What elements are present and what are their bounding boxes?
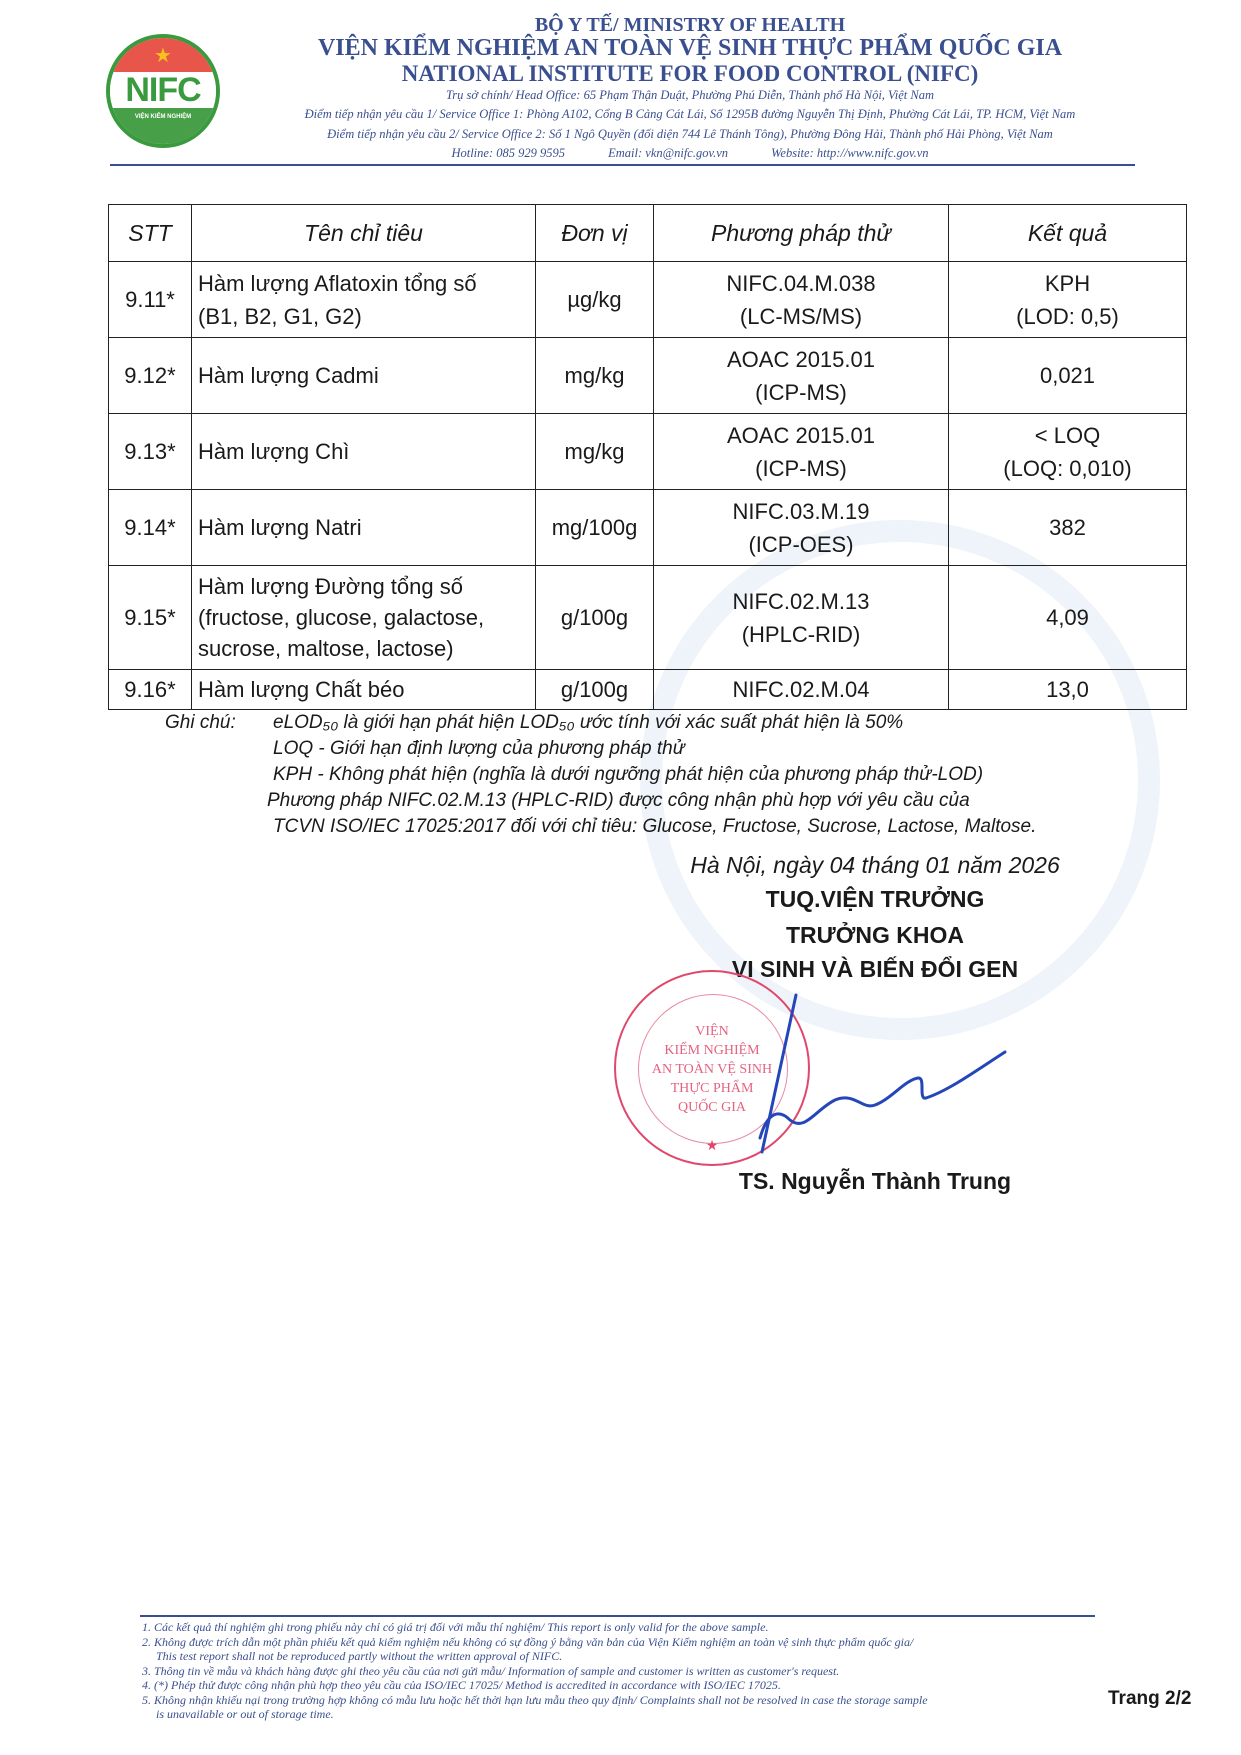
logo-text: NIFC — [110, 72, 216, 108]
table-row — [109, 670, 1187, 710]
table-row — [109, 414, 1187, 490]
table-row — [109, 262, 1187, 338]
cell-result: 13,0 — [949, 670, 1187, 710]
cell-method: NIFC.02.M.04 — [654, 670, 949, 710]
cell-method: NIFC.02.M.13 (HPLC-RID) — [654, 566, 949, 670]
footer-line: 3. Thông tin về mẫu và khách hàng được ghi theo yêu cầu của nơi gửi mẫu/ Information of sample and customer is written as customer's request. — [142, 1663, 840, 1678]
signer-title-1: TUQ.VIỆN TRƯỞNG — [765, 886, 985, 912]
cell-method: NIFC.03.M.19 (ICP-OES) — [654, 490, 949, 566]
stamp-text: VIỆN KIỂM NGHIỆM AN TOÀN VỆ SINH THỰC PHẨM QUỐC GIA — [651, 1024, 773, 1115]
cell-unit: g/100g — [536, 566, 654, 670]
signer-name: TS. Nguyễn Thành Trung — [738, 1168, 1012, 1194]
cell-name: Hàm lượng Chì — [192, 414, 536, 490]
cell-stt: 9.13* — [109, 414, 192, 490]
website: Website: http://www.nifc.gov.vn — [771, 146, 929, 160]
footer-divider — [140, 1615, 1095, 1617]
cell-stt: 9.11* — [109, 262, 192, 338]
cell-result: 382 — [949, 490, 1187, 566]
footer-line: 2. Không được trích dẫn một phần phiếu kết quả kiểm nghiệm nếu không có sự đồng ý bằng văn bản của Viện Kiểm nghiệm an toàn vệ sinh thực phẩm quốc gia/ — [142, 1634, 914, 1649]
cell-result: 0,021 — [949, 338, 1187, 414]
cell-result: 4,09 — [949, 566, 1187, 670]
footer-line: 5. Không nhận khiếu nại trong trường hợp không có mẫu lưu hoặc hết thời hạn lưu mẫu theo quy định/ Complaints shall not be resolved in case the storage sample — [142, 1692, 928, 1707]
note-line: Phương pháp NIFC.02.M.13 (HPLC-RID) được công nhận phù hợp với yêu cầu của — [267, 790, 970, 811]
cell-unit: mg/kg — [536, 338, 654, 414]
column-header-stt: STT — [109, 205, 192, 262]
signer-title-3: VI SINH VÀ BIẾN ĐỔI GEN — [731, 956, 1019, 982]
cell-method: AOAC 2015.01 (ICP-MS) — [654, 338, 949, 414]
logo-subtext: VIỆN KIỂM NGHIỆM — [134, 114, 192, 120]
column-header-unit: Đơn vị — [536, 205, 654, 262]
nifc-logo — [106, 34, 220, 148]
cell-unit: mg/kg — [536, 414, 654, 490]
column-header-result: Kết quả — [949, 205, 1187, 262]
service-office-2-address: Điểm tiếp nhận yêu cầu 2/ Service Office 2: Số 1 Ngô Quyền (đối diện 744 Lê Thánh Tông), Phường Đông Hải, Thành phố Hải Phòng, Việt Nam — [327, 127, 1053, 141]
note-line: TCVN ISO/IEC 17025:2017 đối với chỉ tiêu: Glucose, Fructose, Sucrose, Lactose, Maltose. — [273, 816, 1037, 837]
footer-line: 1. Các kết quả thí nghiệm ghi trong phiếu này chỉ có giá trị đối với mẫu thí nghiệm/ This report is only valid for the above sample. — [142, 1620, 769, 1634]
institute-name-en: NATIONAL INSTITUTE FOR FOOD CONTROL (NIFC) — [401, 61, 979, 86]
signer-title-2: TRƯỞNG KHOA — [786, 922, 964, 948]
cell-name: Hàm lượng Aflatoxin tổng số (B1, B2, G1, G2) — [192, 262, 536, 338]
cell-stt: 9.16* — [109, 670, 192, 710]
cell-unit: mg/100g — [536, 490, 654, 566]
star-icon: ★ — [154, 45, 172, 67]
cell-stt: 9.12* — [109, 338, 192, 414]
cell-name: Hàm lượng Đường tổng số (fructose, glucose, galactose, sucrose, maltose, lactose) — [192, 566, 536, 670]
table-header-row — [109, 205, 1187, 262]
cell-method: AOAC 2015.01 (ICP-MS) — [654, 414, 949, 490]
table-row — [109, 338, 1187, 414]
note-line: LOQ - Giới hạn định lượng của phương pháp thử — [273, 738, 685, 759]
table-row — [109, 566, 1187, 670]
results-table — [108, 204, 1187, 710]
service-office-1-address: Điểm tiếp nhận yêu cầu 1/ Service Office 1: Phòng A102, Cổng B Cảng Cát Lái, Số 1295B đường Nguyễn Thị Định, Phường Cát Lái, TP. HCM, Việt Nam — [304, 107, 1076, 121]
hotline: Hotline: 085 929 9595 — [451, 146, 565, 160]
page-number: Trang 2/2 — [1108, 1688, 1192, 1709]
cell-name: Hàm lượng Cadmi — [192, 338, 536, 414]
column-header-method: Phương pháp thử — [654, 205, 949, 262]
head-office-address: Trụ sở chính/ Head Office: 65 Phạm Thận Duật, Phường Phú Diễn, Thành phố Hà Nội, Việt Nam — [446, 88, 934, 102]
header-divider — [110, 164, 1135, 166]
table-row — [109, 490, 1187, 566]
email: Email: vkn@nifc.gov.vn — [608, 146, 729, 160]
footer-disclaimer — [142, 1620, 1102, 1722]
notes-label: Ghi chú: — [165, 712, 236, 733]
footer-line: is unavailable or out of storage time. — [156, 1707, 334, 1721]
footer-line: This test report shall not be reproduced partly without the written approval of NIFC. — [156, 1649, 563, 1663]
cell-name: Hàm lượng Chất béo — [192, 670, 536, 710]
column-header-name: Tên chỉ tiêu — [192, 205, 536, 262]
contact-line — [240, 146, 1140, 161]
ministry-title: BỘ Y TẾ/ MINISTRY OF HEALTH — [534, 14, 846, 36]
cell-name: Hàm lượng Natri — [192, 490, 536, 566]
institute-name-vi: VIỆN KIỂM NGHIỆM AN TOÀN VỆ SINH THỰC PHẨM QUỐC GIA — [317, 35, 1063, 61]
cell-unit: µg/kg — [536, 262, 654, 338]
handwritten-signature — [600, 960, 1020, 1170]
footer-line: 4. (*) Phép thử được công nhận phù hợp theo yêu cầu của ISO/IEC 17025/ Method is accredited in accordance with ISO/IEC 17025. — [142, 1678, 781, 1692]
cell-result: KPH (LOD: 0,5) — [949, 262, 1187, 338]
cell-unit: g/100g — [536, 670, 654, 710]
cell-stt: 9.15* — [109, 566, 192, 670]
note-line: eLOD₅₀ là giới hạn phát hiện LOD₅₀ ước tính với xác suất phát hiện là 50% — [273, 712, 904, 733]
issue-date: Hà Nội, ngày 04 tháng 01 năm 2026 — [690, 852, 1060, 878]
cell-method: NIFC.04.M.038 (LC-MS/MS) — [654, 262, 949, 338]
cell-stt: 9.14* — [109, 490, 192, 566]
cell-result: < LOQ (LOQ: 0,010) — [949, 414, 1187, 490]
star-icon: ★ — [705, 1137, 719, 1153]
note-line: KPH - Không phát hiện (nghĩa là dưới ngưỡng phát hiện của phương pháp thử-LOD) — [273, 764, 984, 785]
